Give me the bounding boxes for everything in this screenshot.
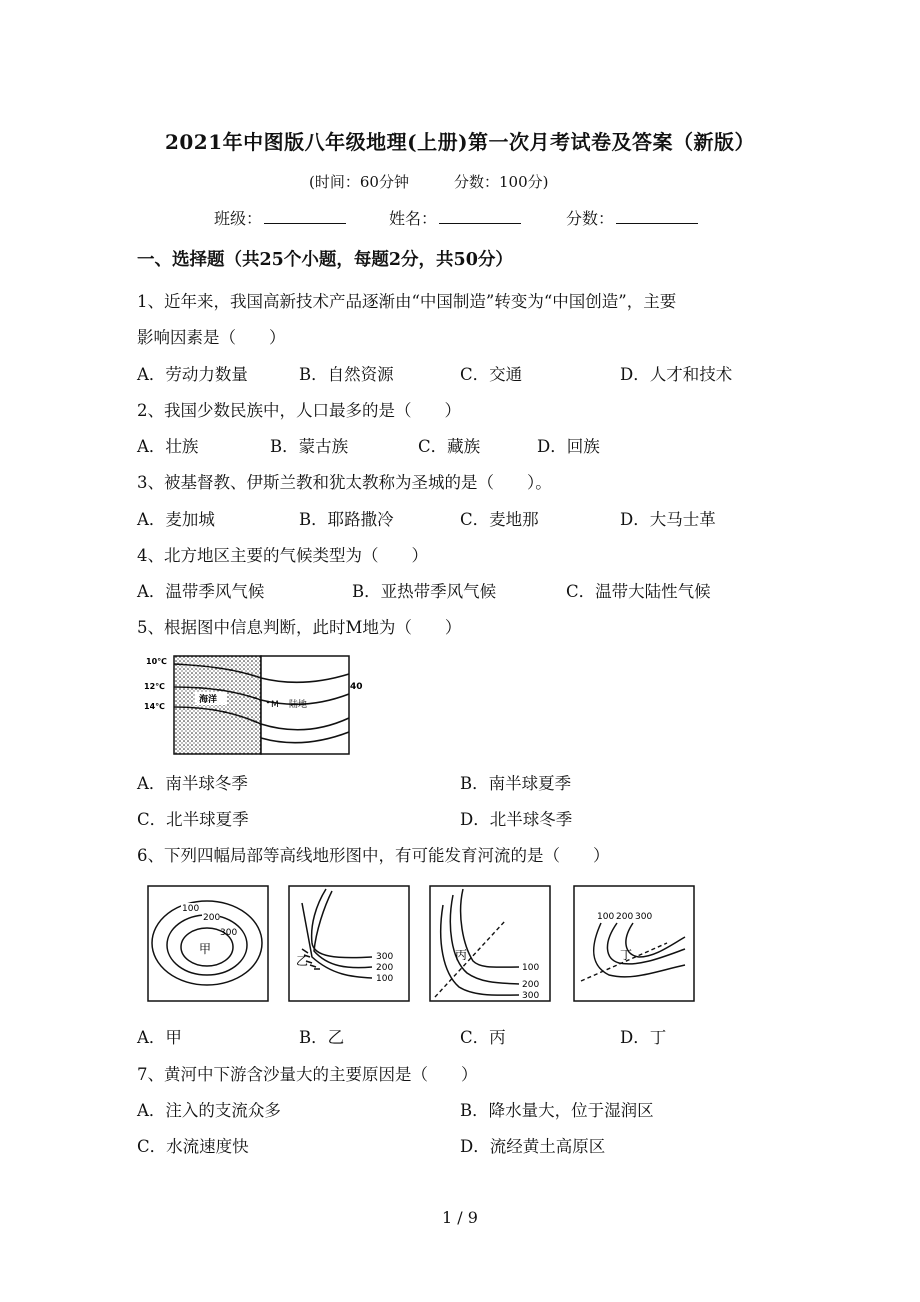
contour-label-300: 300	[522, 991, 540, 1001]
iso-label-10: 10℃	[146, 657, 167, 666]
contour-label-100: 100	[522, 963, 540, 973]
q3-option-c[interactable]: C．麦地那	[460, 510, 539, 529]
iso-label-12: 12℃	[144, 682, 165, 691]
contour-label-200: 200	[522, 980, 540, 990]
contour-label-300: 300	[635, 912, 653, 922]
page-title: 2021年中图版八年级地理(上册)第一次月考试卷及答案（新版）	[164, 130, 756, 154]
point-m-label: M	[271, 700, 279, 710]
q1-option-b[interactable]: B．自然资源	[299, 365, 394, 384]
q1-option-c[interactable]: C．交通	[460, 365, 523, 384]
q6-option-b[interactable]: B．乙	[299, 1028, 345, 1047]
q2-option-a[interactable]: A．壮族	[137, 437, 199, 456]
question-4: 4、北方地区主要的气候类型为（ ）	[137, 546, 428, 565]
q7-option-c[interactable]: C．水流速度快	[137, 1137, 249, 1156]
contour-label-middle: 200	[203, 913, 221, 923]
q1-option-d[interactable]: D．人才和技术	[620, 365, 733, 384]
contour-label-200: 200	[616, 912, 634, 922]
q7-option-a[interactable]: A．注入的支流众多	[137, 1101, 281, 1120]
q2-option-c[interactable]: C．藏族	[418, 437, 481, 456]
score-label: 分数：	[566, 209, 615, 228]
map-frame	[574, 886, 694, 1001]
land-label: 陆地	[289, 700, 308, 710]
q4-option-c[interactable]: C．温带大陆性气候	[566, 582, 711, 601]
q5-option-c[interactable]: C．北半球夏季	[137, 810, 249, 829]
q4-option-b[interactable]: B．亚热带季风气候	[352, 582, 497, 601]
section-heading: 一、选择题（共25个小题，每题2分，共50分）	[137, 250, 513, 270]
question-1: 1、近年来，我国高新技术产品逐渐由“中国制造”转变为“中国创造”，主要	[137, 292, 677, 311]
q2-option-d[interactable]: D．回族	[537, 437, 600, 456]
page-number: 1 / 9	[442, 1208, 478, 1227]
contour-map-yi	[288, 885, 410, 1002]
q1-option-a[interactable]: A．劳动力数量	[137, 365, 248, 384]
contour-label-100: 100	[376, 974, 394, 984]
q7-option-b[interactable]: B．降水量大，位于湿润区	[460, 1101, 654, 1120]
q5-option-a[interactable]: A．南半球冬季	[137, 774, 248, 793]
contour-label-inner: 300	[220, 928, 238, 938]
class-blank[interactable]	[264, 209, 346, 224]
q6-option-d[interactable]: D．丁	[620, 1028, 667, 1047]
question-7: 7、黄河中下游含沙量大的主要原因是（ ）	[137, 1065, 478, 1084]
map-name-ding: 丁	[620, 948, 633, 962]
question-5: 5、根据图中信息判断，此时M地为（ ）	[137, 618, 462, 637]
q4-option-a[interactable]: A．温带季风气候	[137, 582, 265, 601]
exam-time: (时间：60分钟	[309, 173, 409, 191]
q2-option-b[interactable]: B．蒙古族	[270, 437, 349, 456]
iso-label-14: 14℃	[144, 702, 165, 711]
contour-map-jia	[147, 885, 269, 1002]
q5-option-d[interactable]: D．北半球冬季	[460, 810, 573, 829]
q7-option-d[interactable]: D．流经黄土高原区	[460, 1137, 606, 1156]
name-field[interactable]	[389, 206, 521, 229]
question-2: 2、我国少数民族中，人口最多的是（ ）	[137, 401, 461, 420]
question-6: 6、下列四幅局部等高线地形图中，有可能发育河流的是（ ）	[137, 846, 610, 865]
contour-map-bing	[429, 885, 551, 1002]
latitude-label: 40	[350, 682, 363, 692]
class-field[interactable]	[214, 206, 346, 229]
q5-option-b[interactable]: B．南半球夏季	[460, 774, 572, 793]
contour-label-200: 200	[376, 963, 394, 973]
q6-option-c[interactable]: C．丙	[460, 1028, 506, 1047]
map-name-yi: 乙	[296, 954, 309, 968]
name-blank[interactable]	[439, 209, 521, 224]
q6-option-a[interactable]: A．甲	[137, 1028, 182, 1047]
q3-option-b[interactable]: B．耶路撒冷	[299, 510, 394, 529]
question-3: 3、被基督教、伊斯兰教和犹太教称为圣城的是（ ）。	[137, 473, 552, 492]
point-m-marker	[267, 701, 270, 704]
isotherm-figure	[143, 652, 363, 758]
exam-score: 分数：100分)	[454, 173, 549, 191]
question-1-line2: 影响因素是（ ）	[137, 328, 286, 347]
ocean-label: 海洋	[199, 695, 218, 705]
contour-map-ding	[573, 885, 695, 1002]
contour-label-outer: 100	[182, 904, 200, 914]
map-name-jia: 甲	[199, 942, 212, 956]
class-label: 班级：	[214, 209, 263, 228]
name-label: 姓名：	[389, 209, 438, 228]
score-field[interactable]	[566, 206, 698, 229]
q3-option-d[interactable]: D．大马士革	[620, 510, 716, 529]
score-blank[interactable]	[616, 209, 698, 224]
contour-label-300: 300	[376, 952, 394, 962]
q3-option-a[interactable]: A．麦加城	[137, 510, 215, 529]
map-name-bing: 丙	[455, 948, 468, 962]
contour-label-100: 100	[597, 912, 615, 922]
